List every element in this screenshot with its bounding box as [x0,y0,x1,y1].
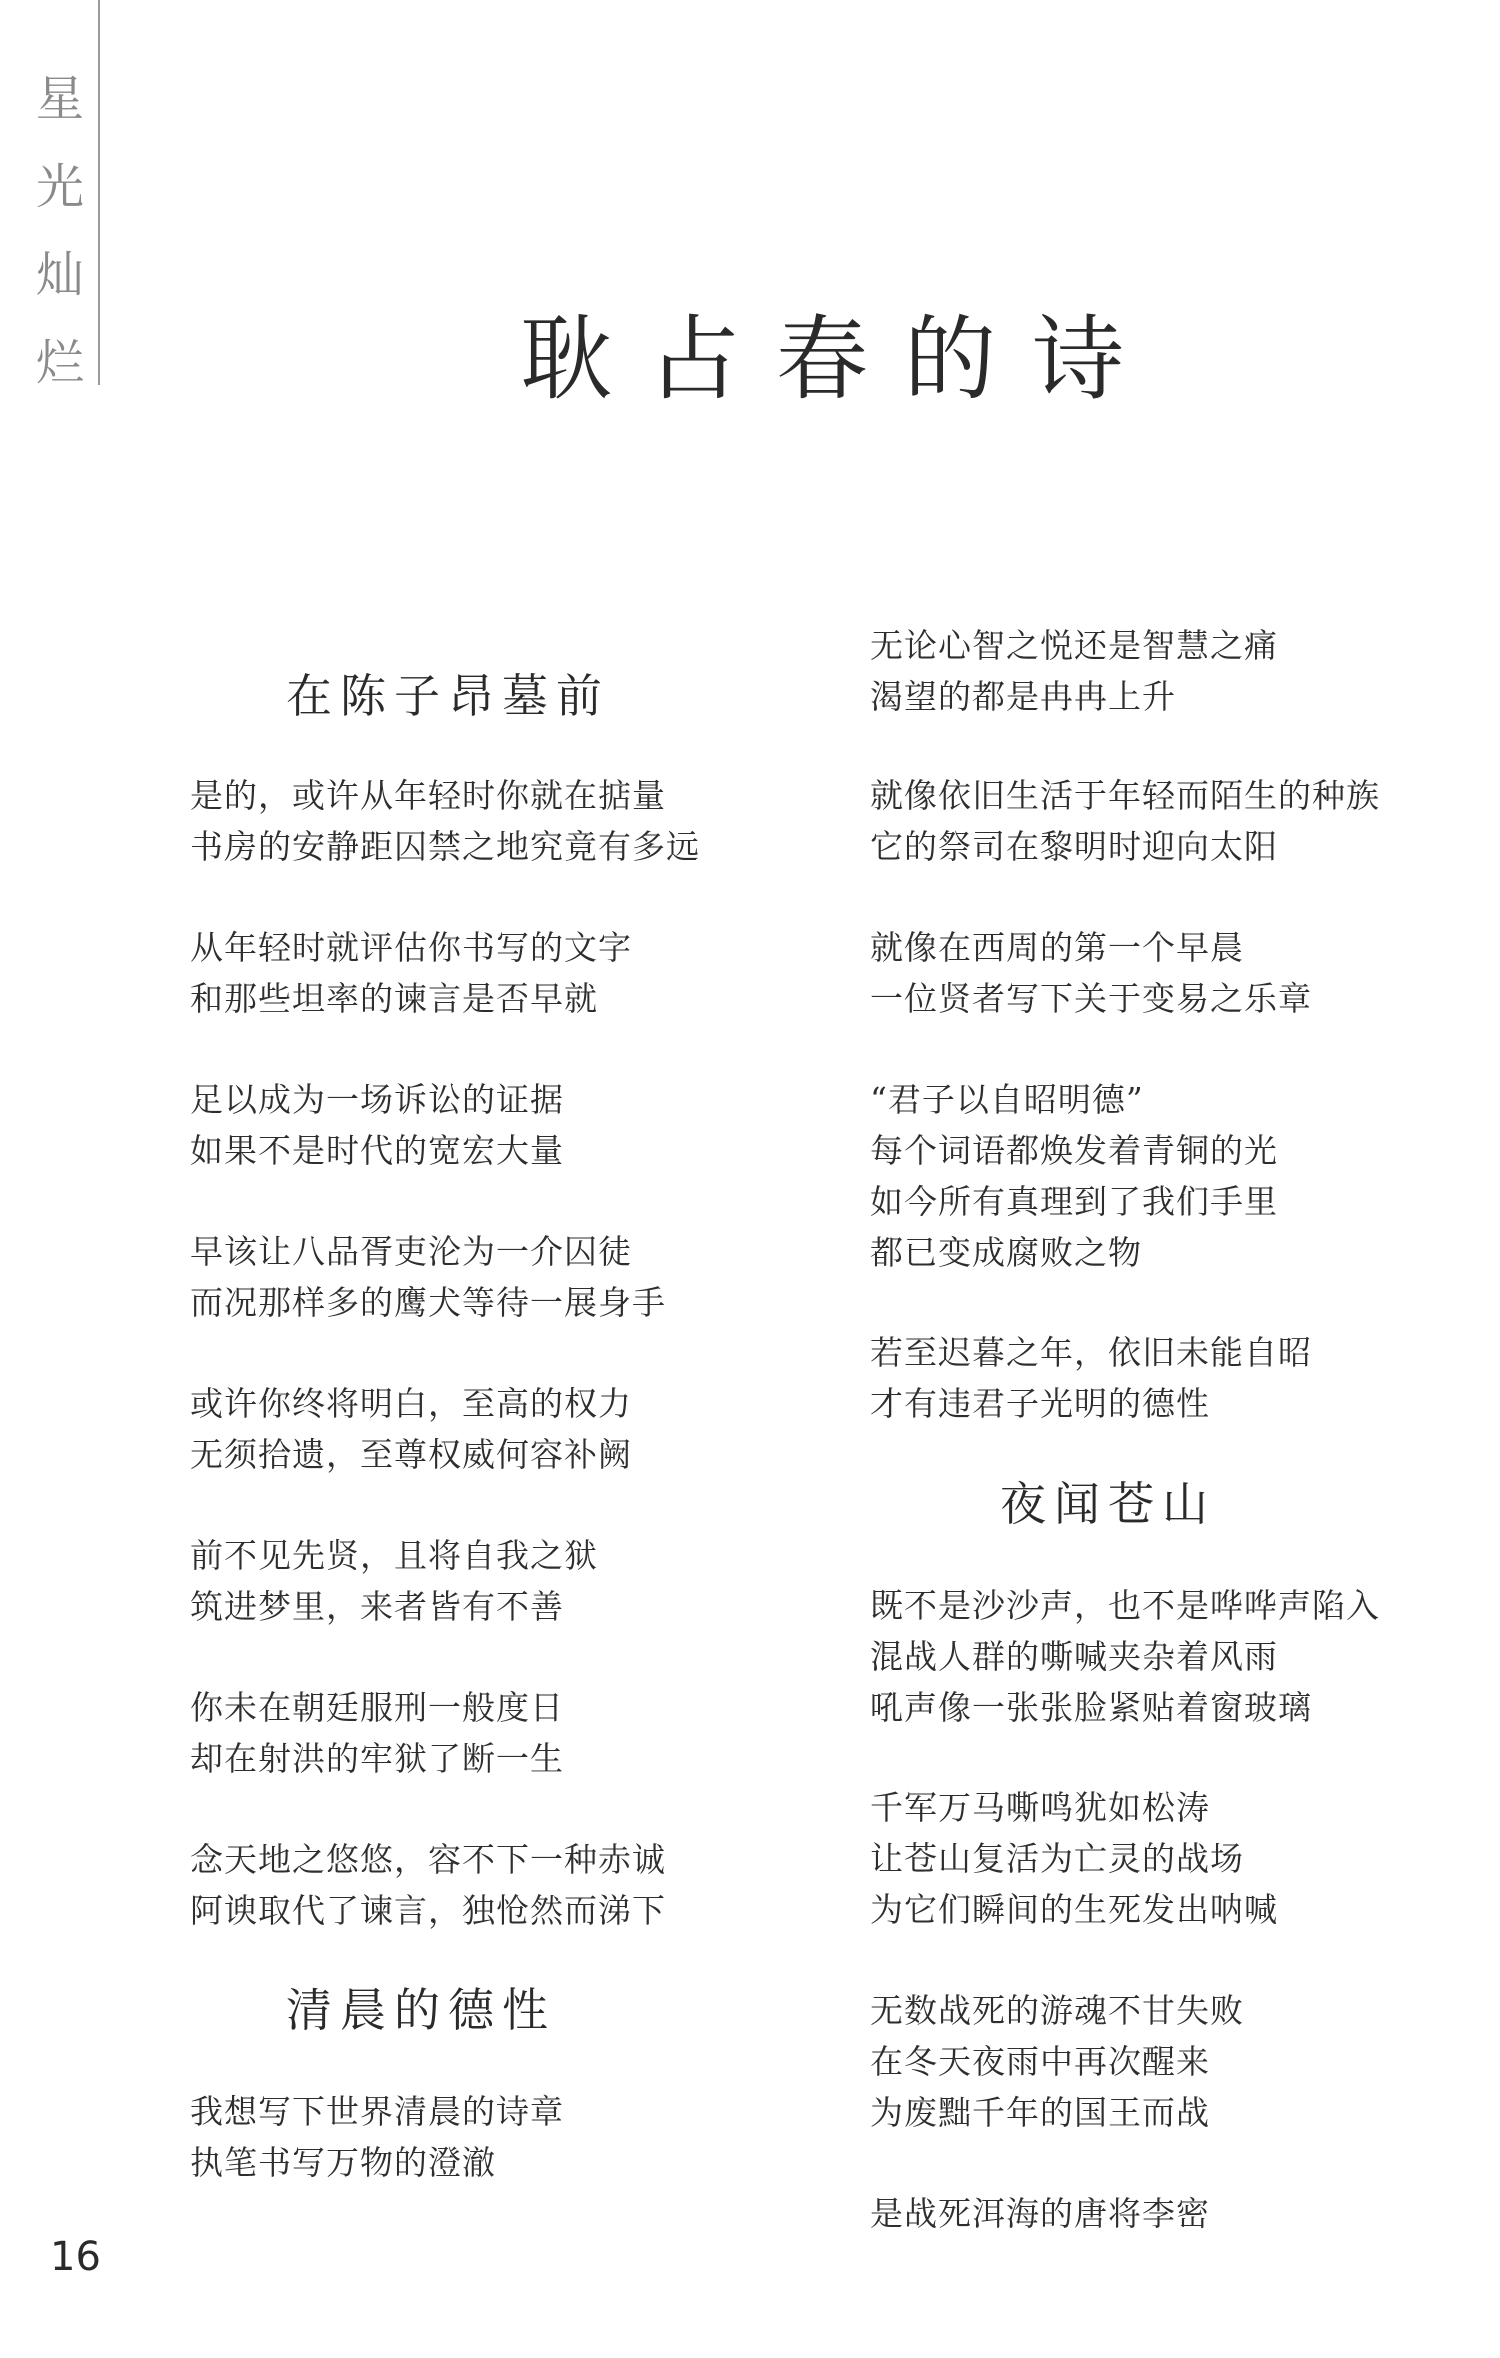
poem-line: 为它们瞬间的生死发出呐喊 [870,1890,1278,1929]
poem-line: 是战死洱海的唐将李密 [870,2194,1210,2233]
poem-line: 混战人群的嘶喊夹杂着风雨 [870,1637,1278,1676]
poem-line: 让苍山复活为亡灵的战场 [870,1839,1244,1878]
poem-line: 书房的安静距囚禁之地究竟有多远 [190,827,700,866]
stanza [870,2188,1500,2239]
poem-line: 阿谀取代了谏言，独怆然而涕下 [190,1891,666,1930]
poem-line: 一位贤者写下关于变易之乐章 [870,979,1312,1018]
poem-line: 都已变成腐败之物 [870,1233,1142,1272]
stanza [190,1530,830,1632]
poem-line: 足以成为一场诉讼的证据 [190,1080,564,1119]
stanza [190,922,830,1024]
poem-line: 如果不是时代的宽宏大量 [190,1131,564,1170]
stanza [870,1782,1500,1935]
stanza [870,1074,1500,1278]
poem-line: 无须拾遗，至尊权威何容补阙 [190,1435,632,1474]
stanza [870,770,1500,872]
poem-line: 我想写下世界清晨的诗章 [190,2092,564,2131]
poem-line: 既不是沙沙声，也不是哗哗声陷入 [870,1586,1380,1625]
poem-line: 才有违君子光明的德性 [870,1384,1210,1423]
page-title: 耿占春的诗 [520,306,1161,413]
poem-line: 筑进梦里，来者皆有不善 [190,1587,564,1626]
poem-line: 就像在西周的第一个早晨 [870,928,1244,967]
poem-line: “君子以自昭明德” [870,1080,1144,1119]
stanza [190,1682,830,1784]
poem-line: 它的祭司在黎明时迎向太阳 [870,827,1278,866]
poem-title: 夜闻苍山 [1000,1477,1216,1531]
margin-rule [98,0,100,385]
stanza [870,1985,1500,2138]
page-number: 16 [50,2234,101,2280]
poem-line: 你未在朝廷服刑一般度日 [190,1688,564,1727]
poem-line: 念天地之悠悠，容不下一种赤诚 [190,1840,666,1879]
poem-line: 无论心智之悦还是智慧之痛 [870,626,1278,665]
poem-line: 前不见先贤，且将自我之狱 [190,1536,598,1575]
stanza [870,620,1500,722]
poem-line: 和那些坦率的谏言是否早就 [190,979,598,1018]
poem-line: 早该让八品胥吏沦为一介囚徒 [190,1232,632,1271]
section-label [30,55,90,407]
stanza [870,922,1500,1024]
poem-line: 或许你终将明白，至高的权力 [190,1384,632,1423]
poem-line: 是的，或许从年轻时你就在掂量 [190,776,666,815]
poem-line: 却在射洪的牢狱了断一生 [190,1739,564,1778]
poem-line: 无数战死的游魂不甘失败 [870,1991,1244,2030]
section-label-char: 光 [35,159,84,215]
stanza [870,1580,1500,1733]
poem-line: 在冬天夜雨中再次醒来 [870,2042,1210,2081]
stanza [190,1378,830,1480]
section-label-char: 烂 [35,335,84,391]
poem-line: 执笔书写万物的澄澈 [190,2143,496,2182]
section-label-char: 灿 [35,247,84,303]
poem-line: 渴望的都是冉冉上升 [870,677,1176,716]
poem-line: 为废黜千年的国王而战 [870,2093,1210,2132]
poem-line: 就像依旧生活于年轻而陌生的种族 [870,776,1380,815]
section-label-char: 星 [35,71,84,127]
poem-title: 在陈子昂墓前 [286,669,610,723]
stanza [190,1074,830,1176]
poem-line: 每个词语都焕发着青铜的光 [870,1131,1278,1170]
stanza [190,1834,830,1936]
stanza [190,770,830,872]
poem-title: 清晨的德性 [286,1983,556,2037]
poem-line: 而况那样多的鹰犬等待一展身手 [190,1283,666,1322]
stanza [870,1327,1500,1429]
poem-line: 吼声像一张张脸紧贴着窗玻璃 [870,1688,1312,1727]
poem-line: 从年轻时就评估你书写的文字 [190,928,632,967]
poem-line: 如今所有真理到了我们手里 [870,1182,1278,1221]
stanza [190,1226,830,1328]
stanza [190,2086,830,2188]
poem-line: 千军万马嘶鸣犹如松涛 [870,1788,1210,1827]
poem-line: 若至迟暮之年，依旧未能自昭 [870,1333,1312,1372]
